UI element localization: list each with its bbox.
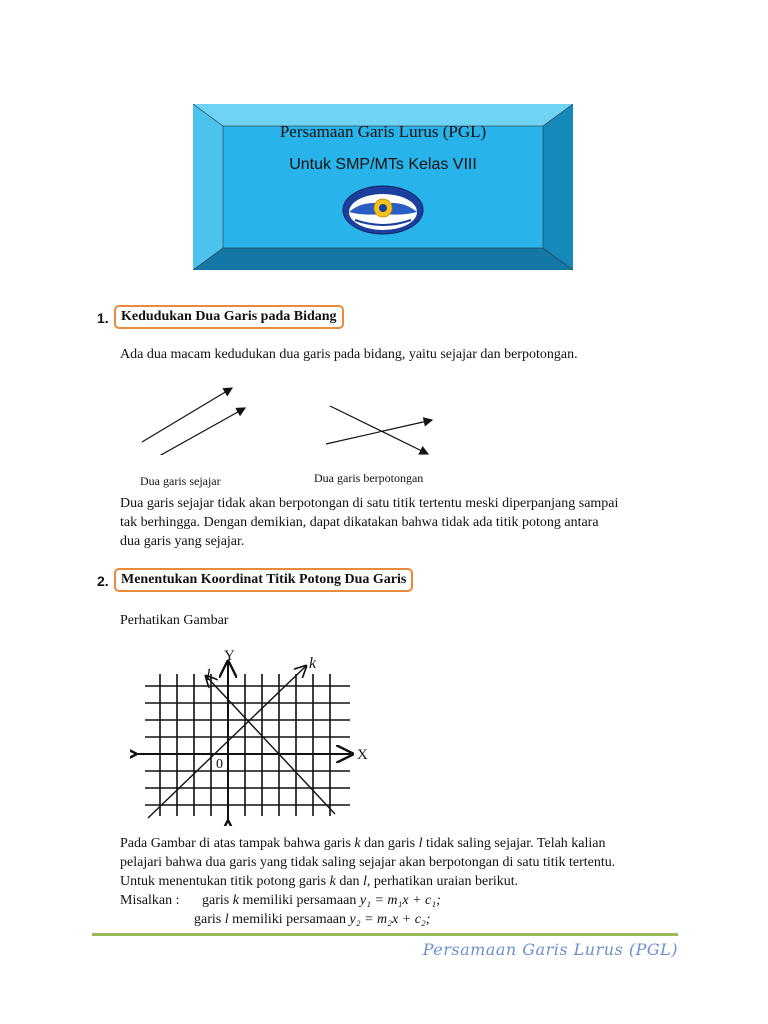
line-l-label: l (206, 667, 211, 684)
section-intro: Ada dua macam kedudukan dua garis pada bidang, yaitu sejajar dan berpotongan. (120, 347, 578, 362)
line-l (206, 676, 335, 814)
body-line: Pada Gambar di atas tampak bahwa garis k dan garis l tidak saling sejajar. Telah kalian (120, 836, 606, 851)
misalkan-label: Misalkan : (120, 893, 180, 908)
section2-body (120, 834, 720, 929)
line-k-label: k (309, 655, 317, 672)
y-axis-label: Y (224, 648, 235, 664)
equation: y₁ = m₁x + c₁; (359, 893, 441, 908)
section-number: 1. (97, 310, 109, 326)
section-number: 2. (97, 573, 109, 589)
misalkan-line-1: Misalkan : garis k memiliki persamaan y₁ = m₁x + c₁; (120, 893, 441, 908)
parallel-line-1 (142, 388, 232, 442)
grid (145, 674, 350, 816)
intersect-line-2 (326, 420, 432, 444)
footer-rule (92, 933, 678, 936)
section1-body (120, 494, 700, 551)
section-heading: Kedudukan Dua Garis pada Bidang (114, 305, 344, 329)
caption-parallel: Dua garis sejajar (140, 474, 221, 488)
body-line: pelajari bahwa dua garis yang tidak saling sejajar akan berpotongan di satu titik tertentu. (120, 855, 616, 870)
cover-subtitle: Untuk SMP/MTs Kelas VIII (289, 156, 477, 173)
lines-figure (130, 380, 450, 455)
caption-intersect: Dua garis berpotongan (314, 471, 424, 485)
origin-label: 0 (216, 757, 223, 772)
body-line: Dua garis sejajar tidak akan berpotongan di satu titik tertentu meski diperpanjang sampai (120, 496, 619, 511)
coordinate-graph (130, 646, 380, 826)
body-line: Untuk menentukan titik potong garis k dan l, perhatikan uraian berikut. (120, 874, 519, 889)
x-axis-label: X (357, 747, 368, 763)
body-line: tak berhingga. Dengan demikian, dapat dikatakan bahwa tidak ada titik potong antara (120, 515, 599, 530)
intersect-line-1 (330, 406, 428, 454)
tut-wuri-handayani-emblem-icon (343, 186, 423, 234)
misalkan-line-2: garis l memiliki persamaan y₂ = m₂x + c₂; (194, 912, 431, 927)
footer-title: Persamaan Garis Lurus (PGL) (422, 940, 678, 959)
parallel-line-2 (152, 408, 245, 455)
cover-title: Persamaan Garis Lurus (PGL) (279, 122, 487, 141)
equation: y₂ = m₂x + c₂; (349, 912, 431, 927)
section-intro: Perhatikan Gambar (120, 613, 229, 628)
plaque-bevel-bottom (193, 248, 573, 270)
body-line: dua garis yang sejajar. (120, 534, 245, 549)
section-heading: Menentukan Koordinat Titik Potong Dua Garis (114, 568, 413, 592)
